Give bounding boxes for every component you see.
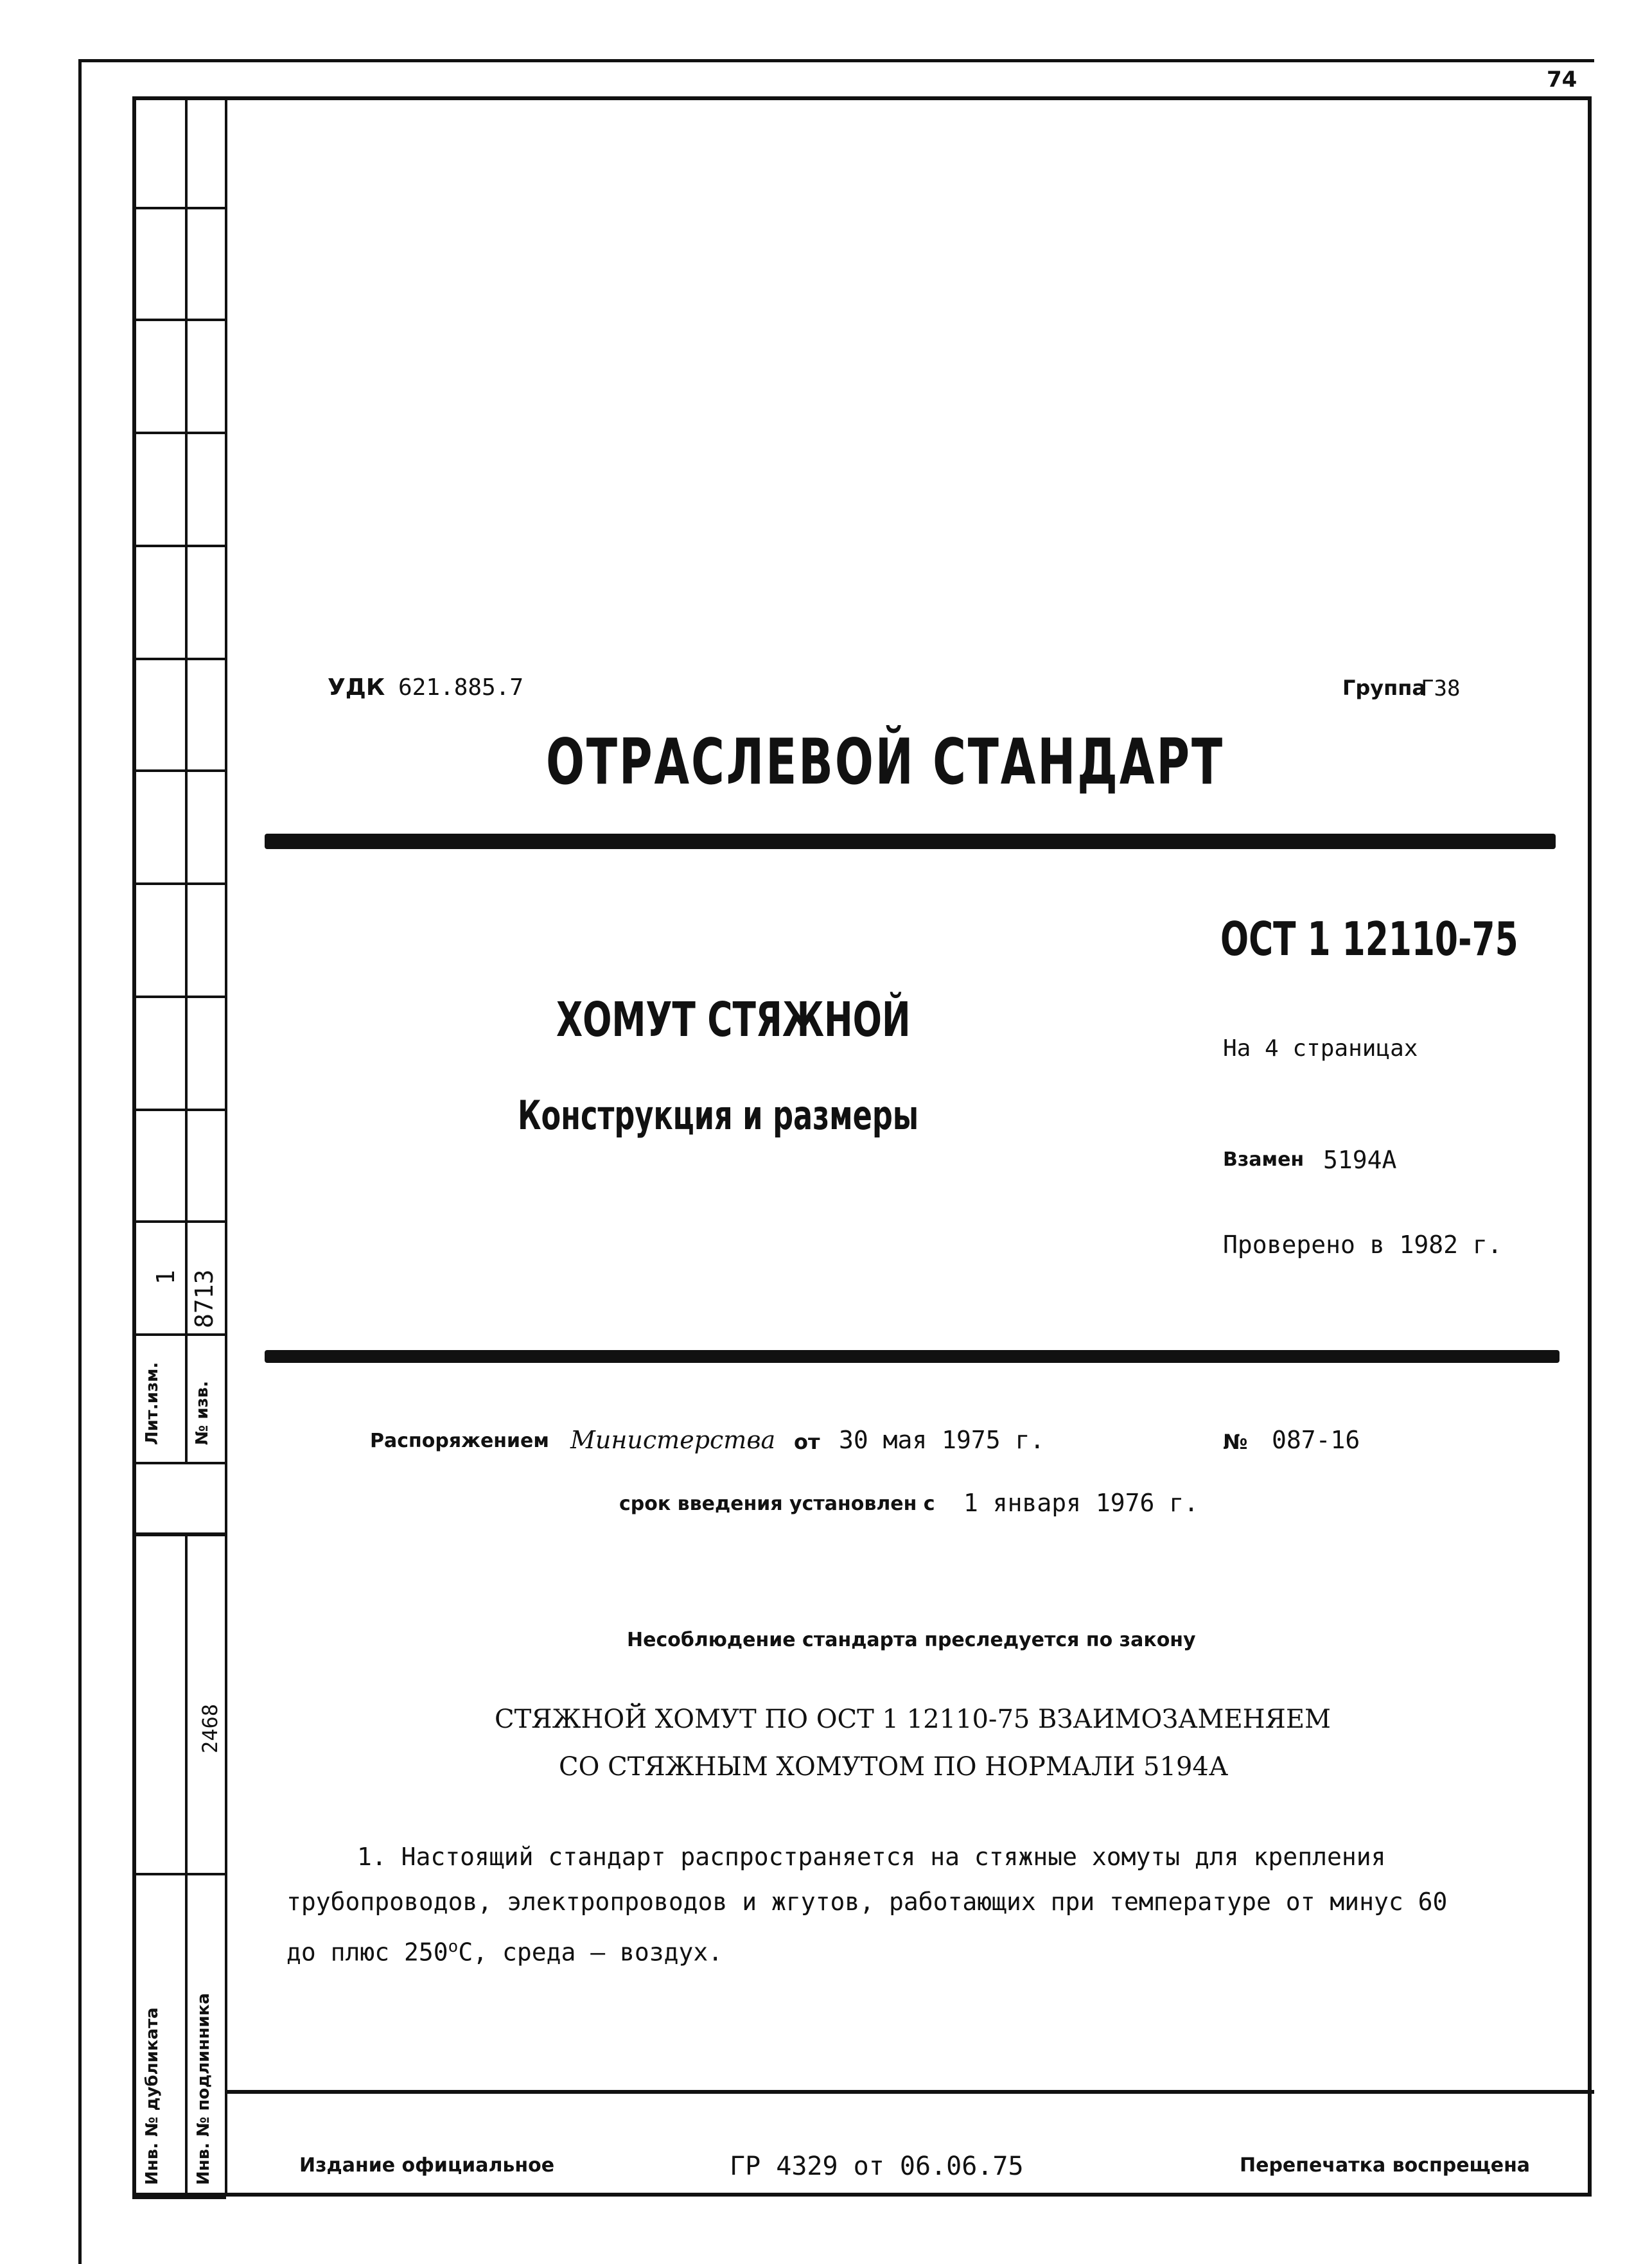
scope-paragraph	[286, 1834, 1507, 1975]
pages-count: На 4 страницах	[1223, 1035, 1418, 1062]
paragraph-line: трубопроводов, электропроводов и жгутов, работающих при температуре от минус 60	[286, 1888, 1448, 1916]
group-code: Г38	[1421, 676, 1461, 701]
page-number: 74	[1547, 67, 1577, 92]
stub-divider	[185, 96, 188, 1462]
intro-label: срок введения установлен с	[619, 1493, 935, 1515]
stub-row-line	[132, 319, 226, 321]
stub-izv-value: 8713	[190, 1269, 218, 1328]
law-notice: Несоблюдение стандарта преследуется по закону	[627, 1629, 1196, 1651]
order-from: от	[794, 1430, 820, 1454]
paragraph-text: до плюс 250	[286, 1938, 448, 1967]
udk-label: УДК	[328, 674, 385, 701]
intro-date: 1 января 1976 г.	[963, 1489, 1199, 1517]
stub-row-line	[132, 545, 226, 547]
interchangeability-line-2: СО СТЯЖНЫМ ХОМУТОМ ПО НОРМАЛИ 5194А	[559, 1752, 1229, 1782]
stub-inv-orig-label: Инв. № подлинника	[194, 1993, 213, 2185]
stub-row-line	[132, 1873, 226, 1875]
interchangeability-line-1: СТЯЖНОЙ ХОМУТ ПО ОСТ 1 12110-75 ВЗАИМОЗАМЕНЯЕМ	[495, 1705, 1331, 1734]
stub-row-line	[132, 432, 226, 434]
outer-frame-top	[78, 59, 1594, 62]
footer-registration: ГР 4329 от 06.06.75	[730, 2152, 1024, 2181]
stub-inv-orig-value: 2468	[198, 1703, 222, 1753]
stub-row-line	[132, 996, 226, 998]
udk-number: 621.885.7	[398, 674, 524, 701]
stub-row-line	[132, 1333, 226, 1336]
product-name: ХОМУТ СТЯЖНОЙ	[556, 992, 911, 1048]
stub-divider	[185, 1532, 188, 2197]
paragraph-line	[286, 1924, 1507, 1975]
degree-mark: о	[448, 1937, 459, 1956]
stub-lit-label: Лит.изм.	[143, 1362, 162, 1445]
stub-row-line	[132, 1532, 226, 1536]
footer-edition: Издание официальное	[299, 2154, 555, 2177]
order-ministry: Министерства	[570, 1426, 776, 1454]
stub-inv-dub-label: Инв. № дубликата	[143, 2007, 162, 2185]
stub-izv-label: № изв.	[193, 1381, 212, 1445]
stub-row-line	[132, 769, 226, 772]
paragraph-text: С, среда – воздух.	[458, 1938, 723, 1967]
title-rule	[265, 834, 1556, 849]
product-subtitle: Конструкция и размеры	[518, 1092, 919, 1139]
stub-row-line	[132, 658, 226, 660]
group-label: Группа	[1342, 676, 1426, 700]
footer-reprint-notice: Перепечатка воспрещена	[1240, 2154, 1531, 2177]
stub-row-line	[132, 1109, 226, 1111]
stub-row-line	[132, 2197, 226, 2199]
order-date: 30 мая 1975 г.	[839, 1426, 1045, 1454]
order-number: 087-16	[1272, 1426, 1360, 1454]
standard-code: ОСТ 1 12110-75	[1220, 912, 1518, 966]
order-number-label: №	[1223, 1430, 1248, 1454]
paragraph-line: 1. Настоящий стандарт распространяется на стяжные хомуты для крепления	[357, 1843, 1386, 1871]
document-title: ОТРАСЛЕВОЙ СТАНДАРТ	[546, 726, 1225, 799]
replaces-value: 5194А	[1323, 1146, 1397, 1174]
stub-row-line	[132, 207, 226, 209]
stub-row-line	[132, 1462, 226, 1464]
outer-frame-left	[78, 59, 82, 2264]
stub-border	[225, 96, 227, 2197]
checked-note: Проверено в 1982 г.	[1223, 1231, 1502, 1259]
stub-lit-value: 1	[152, 1270, 180, 1285]
stub-row-line	[132, 882, 226, 885]
order-label: Распоряжением	[370, 1430, 549, 1452]
replaces-label: Взамен	[1223, 1148, 1305, 1171]
info-rule	[265, 1350, 1560, 1363]
footer-rule	[226, 2090, 1594, 2094]
stub-row-line	[132, 1220, 226, 1223]
